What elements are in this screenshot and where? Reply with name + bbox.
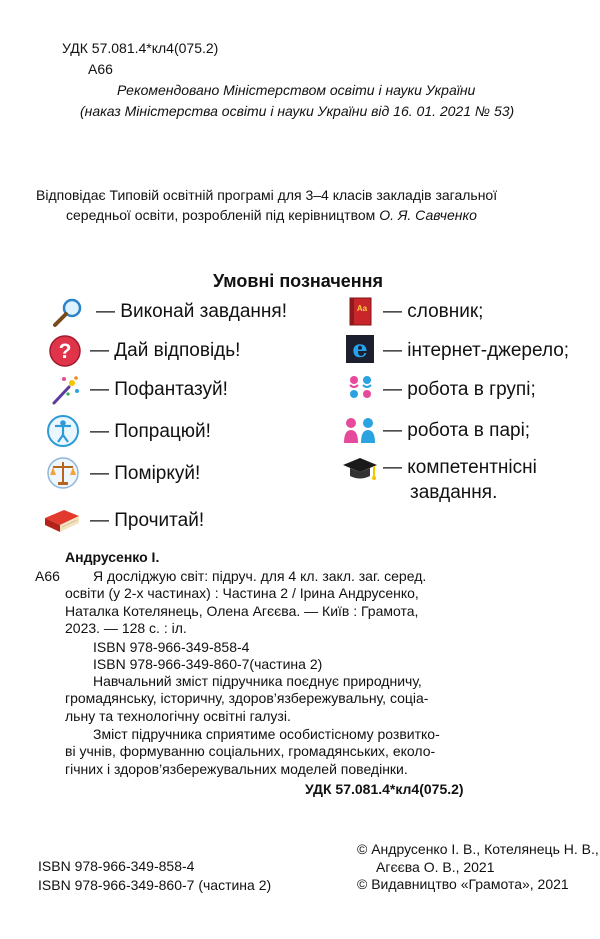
legend-left-0: — Виконай завдання! bbox=[96, 301, 287, 322]
legend-left-3: — Попрацюй! bbox=[90, 421, 211, 442]
catalog-isbn-2: ISBN 978-966-349-860-7(частина 2) bbox=[93, 656, 323, 672]
magnifier-icon bbox=[50, 296, 84, 330]
legend-title: Умовні позначення bbox=[213, 271, 384, 291]
footer-isbn-2: ISBN 978-966-349-860-7 (частина 2) bbox=[38, 877, 272, 893]
catalog-desc-2-line-1: ві учнів, формуванню соціальних, громадянських, еколо- bbox=[65, 743, 436, 759]
catalog-desc-1-line-0: Навчальний зміст підручника поєднує природничу, bbox=[93, 673, 422, 689]
program-author: О. Я. Савченко bbox=[379, 207, 477, 223]
dictionary-icon bbox=[343, 294, 377, 328]
catalog-isbn-1: ISBN 978-966-349-858-4 bbox=[93, 639, 250, 655]
catalog-code: А66 bbox=[35, 568, 60, 584]
program-line-2 bbox=[66, 207, 477, 223]
recommendation-line: Рекомендовано Міністерством освіти і науки України bbox=[117, 82, 476, 98]
legend-right-0: — словник; bbox=[383, 301, 484, 322]
footer-isbn-1: ISBN 978-966-349-858-4 bbox=[38, 858, 195, 874]
legend-left-5: — Прочитай! bbox=[90, 510, 205, 531]
svg-text:e: e bbox=[352, 334, 368, 363]
catalog-line-1: освіти (у 2-х частинах) : Частина 2 / Ірина Андрусенко, bbox=[65, 585, 419, 601]
legend-right-2: — робота в групі; bbox=[383, 379, 536, 400]
catalog-desc-1-line-1: громадянську, історичну, здоров’язбережувальну, соціа- bbox=[65, 690, 429, 706]
legend-right-4-cont: завдання. bbox=[410, 482, 498, 503]
worker-icon bbox=[46, 414, 80, 448]
question-icon bbox=[48, 334, 82, 368]
scales-icon bbox=[46, 456, 80, 490]
catalog-line-2: Наталка Котелянець, Олена Агєєва. — Київ : Грамота, bbox=[65, 603, 419, 619]
catalog-desc-2-line-2: гічних і здоров’язбережувальних моделей поведінки. bbox=[65, 761, 408, 777]
group-icon bbox=[343, 371, 377, 405]
legend-right-1: — інтернет-джерело; bbox=[383, 340, 570, 361]
copyright-line-2: Агєєва О. В., 2021 bbox=[376, 859, 495, 875]
order-line: (наказ Міністерства освіти і науки України від 16. 01. 2021 № 53) bbox=[80, 103, 515, 119]
legend-left-1: — Дай відповідь! bbox=[90, 340, 241, 361]
catalog-desc-2-line-0: Зміст підручника сприятиме особистісному розвитко- bbox=[93, 726, 440, 742]
catalog-udk: УДК 57.081.4*кл4(075.2) bbox=[305, 781, 464, 797]
catalog-code-header: А66 bbox=[88, 61, 113, 77]
copyright-line-1: © Андрусенко І. В., Котелянець Н. В., bbox=[357, 841, 599, 857]
graduation-cap-icon bbox=[341, 452, 379, 486]
svg-text:?: ? bbox=[58, 340, 72, 363]
legend-right-3: — робота в парі; bbox=[383, 420, 531, 441]
legend-left-4: — Поміркуй! bbox=[90, 463, 201, 484]
magic-wand-icon bbox=[48, 373, 82, 407]
catalog-line-3: 2023. — 128 с. : іл. bbox=[65, 620, 187, 636]
svg-text:Aa: Aa bbox=[356, 304, 368, 313]
program-line-2-text: середньої освіти, розробленій під керівництвом bbox=[66, 207, 380, 223]
catalog-author: Андрусенко І. bbox=[65, 549, 160, 565]
udk-header: УДК 57.081.4*кл4(075.2) bbox=[62, 40, 219, 56]
legend-left-2: — Пофантазуй! bbox=[90, 379, 228, 400]
book-icon bbox=[42, 504, 82, 538]
catalog-desc-1-line-2: льну та технологічну освітні галузі. bbox=[65, 708, 291, 724]
internet-icon bbox=[343, 332, 377, 366]
legend-right-4: — компетентнісні bbox=[383, 457, 537, 478]
pair-icon bbox=[341, 413, 379, 447]
program-line-1: Відповідає Типовій освітній програмі для 3–4 класів закладів загальної bbox=[36, 187, 498, 203]
copyright-line-3: © Видавництво «Грамота», 2021 bbox=[357, 876, 569, 892]
catalog-line-0: Я досліджую світ: підруч. для 4 кл. закл. заг. серед. bbox=[93, 568, 427, 584]
